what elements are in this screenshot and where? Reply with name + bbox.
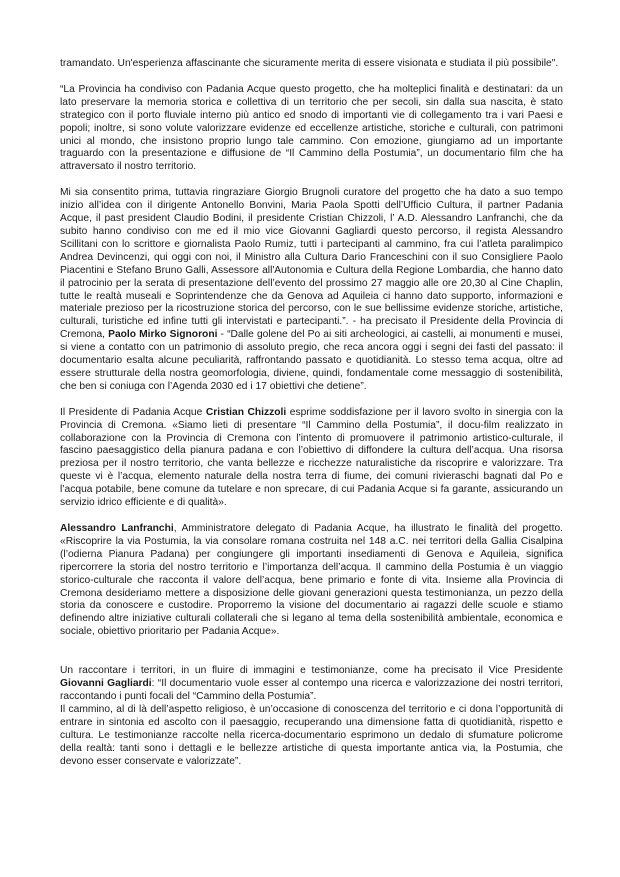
speaker-name: Cristian Chizzoli [205,406,287,418]
paragraph-provincia: “La Provincia ha condiviso con Padania Acque questo progetto, che ha molteplici finalità e destinatari: da un lato preservare la memoria storica e collettiva di un territorio che per secoli, sin dalla sua nascita, è stato strategico con il porto fluviale interno più antico ed snodo di importanti vie di collegamento tra i vari Paesi e popoli; inoltre, si sono volute valorizzare evidenze ed eccellenze artistiche, storiche e culturali, con patrimoni unici al mondo, che insistono proprio lungo tale cammino. Con emozione, giungiamo ad un importante traguardo con la presentazione e diffusione de “Il Cammino della Postumia”, un documentario film che ha attraversato il nostro territorio. [60,83,563,173]
paragraph-text: : “Il documentario vuole esser al contempo una ricerca e valorizzazione dei nostri territori, raccontando i punti focali del “Cammino della Postumia”. [60,678,563,702]
paragraph-lanfranchi [60,523,563,639]
paragraph-text: , Amministratore delegato di Padania Acque, ha illustrato le finalità del progetto. «Riscoprire la via Postumia, la via consolare romana costruita nel 148 a.C. nei territori della Gallia Cisalpina (l’odierna Pianura Padana) per congiungere gli importanti insediamenti di Genova e Aquileia, significa ripercorrere la storia del nostro territorio e l’importanza dell’acqua. Il cammino della Postumia è un viaggio storico-culturale che racconta il valore dell’acqua, bene primario e fonte di vita. Insieme alla Provincia di Cremona desideriamo mettere a disposizione delle giovani generazioni questa testimonianza, un pezzo della storia da conoscere e custodire. Proporremo la visione del documentario ai ragazzi delle scuole e stiamo definendo altre iniziative culturali collaterali che si legano al tema della sostenibilità ambientale, economica e sociale, obiettivo prioritario per Padania Acque». [60,523,564,638]
paragraph-text: Il Presidente di Padania Acque [60,406,206,418]
paragraph-cammino: Il cammino, al di là dell’aspetto religioso, è un’occasione di conoscenza del territorio e ci dona l’opportunità di entrare in sintonia ed ascolto con il paesaggio, recuperando una dimensione fatta di quotidianità, rispetto e cultura. Le testimonianze raccolte nella ricerca-documentario esprimono un dedalo di sfumature policrome della realtà: tanti sono i dettagli e le bellezze artistiche di questa importante antica via, la Postumia, che devono esser conservate e valorizzate”. [60,703,563,767]
document-page [60,58,563,768]
paragraph-text: esprime soddisfazione per il lavoro svolto in sinergia con la Provincia di Cremona. «Siamo lieti di presentare “Il Cammino della Postumia”, il docu-film realizzato in collaborazione con la Provincia di Cremona con l’intento di promuovere il patrimonio artistico-culturale, il fascino paesaggistico della pianura padana e con l’obiettivo di diffondere la cultura dell’acqua. Una risorsa preziosa per il nostro territorio, che vanta bellezze e ricchezze naturalistiche da riscoprire e valorizzare. Tra queste vi è l’acqua, elemento naturale della nostra terra di fiume, dei comuni rivieraschi bagnati dal Po e l’acqua potabile, bene comune da tutelare e non sprecare, di cui Padania Acque si fa garante, assicurando un servizio idrico efficiente e di qualità». [60,406,563,509]
paragraph-text: Mi sia consentito prima, tuttavia ringraziare Giorgio Brugnoli curatore del progetto che ha dato a suo tempo inizio all’idea con il dirigente Antonello Bonvini, Maria Paola Spotti dell’Ufficio Cultura, il partner Padania Acque, il past president Claudio Bodini, il presidente Cristian Chizzoli, l’ A.D. Alessandro Lanfranchi, che da subito hanno condiviso con me ed il mio vice Giovanni Gagliardi questo percorso, il regista Alessandro Scillitani con lo scrittore e giornalista Paolo Rumiz, tutti i partecipanti al cammino, fra cui l’atleta paralimpico Andrea Devincenzi, qui oggi con noi, il Ministro alla Cultura Dario Franceschini con il suo Consigliere Paolo Piacentini e Stefano Bruno Galli, Assessore all'Autonomia e Cultura della Regione Lombardia, che hanno dato il patrocinio per la serata di presentazione dell’evento del prossimo 27 maggio alle ore 20,30 al Cine Chaplin, tutte le realtà museali e Soprintendenze che da Genova ad Aquileia ci hanno dato supporto, informazioni e materiale prezioso per la ricostruzione storica del percorso, con le sue bellissime evidenze storiche, artistiche, culturali, turistiche ed infine tutti gli intervistati e partecipanti.”. - ha precisato il Presidente della Provincia di Cremona, [60,187,563,341]
speaker-name: Paolo Mirko Signoroni [108,329,218,341]
paragraph-text: - “Dalle golene del Po ai siti archeologici, ai castelli, ai monumenti e musei, si viene a contatto con un patrimonio di assoluto pregio, che reca ancora oggi i segni dei fasti del passato: il documentario esalta alcune peculiarità, raffrontando passato e quotidianità. Lo stesso tema acqua, oltre ad essere strutturale della nostra geomorfologia, diviene, quindi, fondamentale come messaggio di sostenibilità, che ben si coniuga con l’Agenda 2030 ed i 17 obiettivi che detiene”. [60,329,563,392]
paragraph-chizzoli [60,407,563,510]
speaker-name: Giovanni Gagliardi [60,678,152,690]
paragraph-text: Un raccontare i territori, in un fluire di immagini e testimonianze, come ha precisato il Vice Presidente [60,665,563,677]
paragraph-intro: tramandato. Un'esperienza affascinante che sicuramente merita di essere visionata e studiata il più possibile". [60,58,559,69]
paragraph-ringraziamenti [60,187,563,394]
paragraph-gagliardi [60,665,563,704]
speaker-name: Alessandro Lanfranchi [60,523,174,534]
